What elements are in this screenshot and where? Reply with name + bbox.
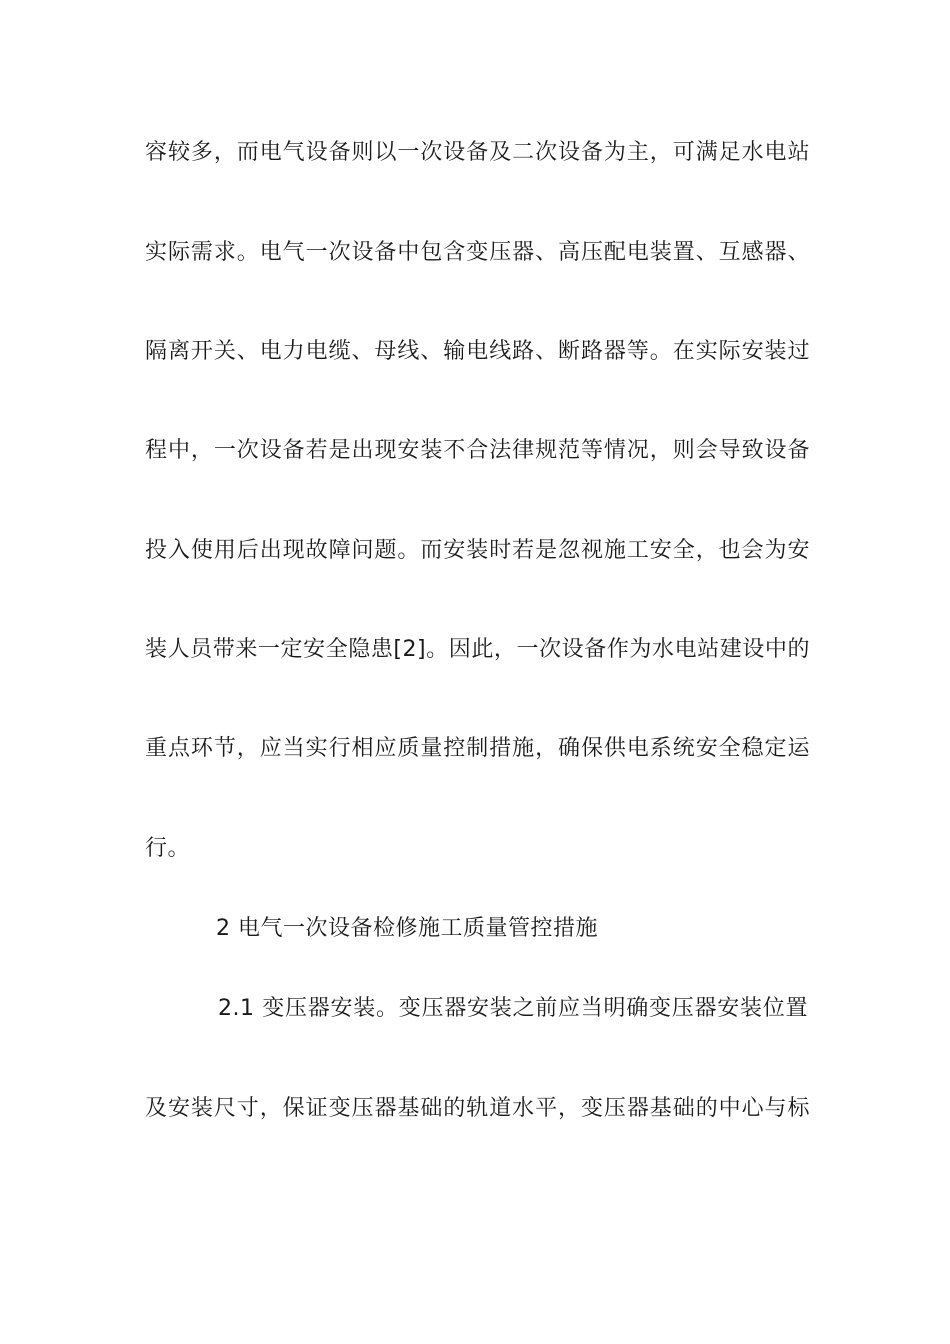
body-text-line: 及安装尺寸，保证变压器基础的轨道水平，变压器基础的中心与标 bbox=[145, 1096, 810, 1121]
body-text-line: 容较多，而电气设备则以一次设备及二次设备为主，可满足水电站 bbox=[145, 140, 810, 165]
body-text-line: 装人员带来一定安全隐患[2]。因此，一次设备作为水电站建设中的 bbox=[145, 637, 810, 662]
body-text-line: 2.1 变压器安装。变压器安装之前应当明确变压器安装位置 bbox=[218, 996, 808, 1021]
body-text-line: 重点环节，应当实行相应质量控制措施，确保供电系统安全稳定运 bbox=[145, 736, 810, 761]
body-text-line: 程中，一次设备若是出现安装不合法律规范等情况，则会导致设备 bbox=[145, 438, 810, 463]
body-text-line: 隔离开关、电力电缆、母线、输电线路、断路器等。在实际安装过 bbox=[145, 339, 810, 364]
body-text-line: 投入使用后出现故障问题。而安装时若是忽视施工安全，也会为安 bbox=[145, 538, 810, 563]
body-text-line: 实际需求。电气一次设备中包含变压器、高压配电装置、互感器、 bbox=[145, 240, 810, 265]
section-heading: 2 电气一次设备检修施工质量管控措施 bbox=[216, 916, 598, 941]
body-text-line: 行。 bbox=[145, 836, 191, 861]
